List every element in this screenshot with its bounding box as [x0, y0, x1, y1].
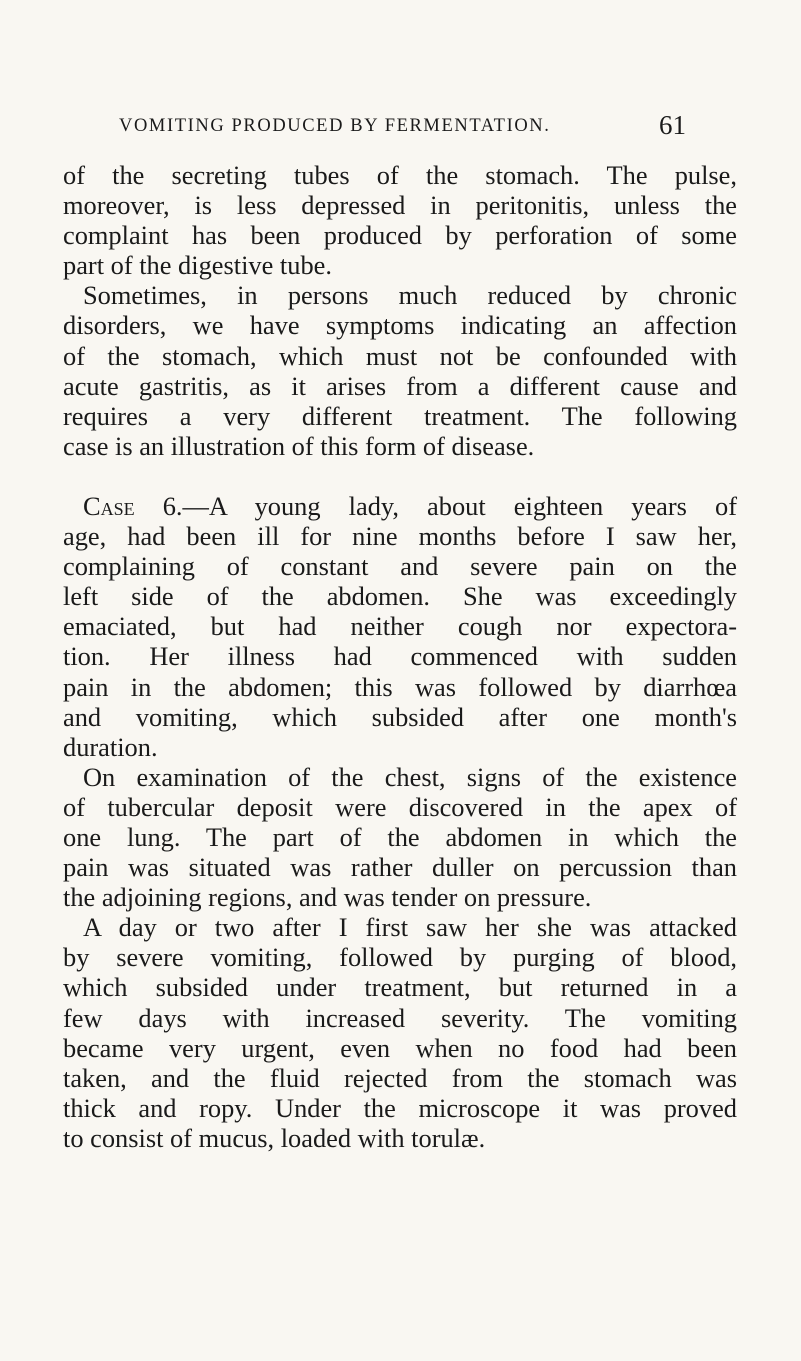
text-line: one lung. The part of the abdomen in which the [63, 821, 737, 852]
text-line: the adjoining regions, and was tender on pressure. [63, 882, 592, 913]
text-line: Sometimes, in persons much reduced by chronic [83, 280, 737, 311]
page-number: 61 [659, 110, 686, 140]
paragraph-case-6 [63, 491, 737, 762]
text-line: of the stomach, which must not be confounded with [63, 340, 737, 371]
text-line: few days with increased severity. The vomiting [63, 1002, 737, 1033]
body-text [63, 160, 737, 1153]
text-line: to consist of mucus, loaded with torulæ. [63, 1122, 486, 1153]
text-line: part of the digestive tube. [63, 250, 332, 281]
case-first-line: —A young lady, about eighteen years of [182, 490, 738, 521]
paragraph-vomiting [63, 912, 737, 1153]
text-line: requires a very different treatment. The following [63, 400, 737, 431]
text-line: age, had been ill for nine months before I saw her, [63, 521, 737, 552]
text-line: taken, and the fluid rejected from the stomach was [63, 1062, 737, 1093]
text-line: pain in the abdomen; this was followed by diarrhœa [63, 671, 737, 702]
text-line: duration. [63, 731, 158, 762]
running-head [0, 110, 801, 146]
text-line: left side of the abdomen. She was exceedingly [63, 581, 737, 612]
case-label: Case 6. [83, 490, 183, 521]
text-line: disorders, we have symptoms indicating an affection [63, 310, 737, 341]
paragraph-chronic-disorders [63, 280, 737, 461]
text-line: pain was situated was rather duller on percussion than [63, 852, 737, 883]
text-line: case is an illustration of this form of disease. [63, 430, 535, 461]
text-line: of tubercular deposit were discovered in the apex of [63, 791, 737, 822]
text-line: moreover, is less depressed in peritonitis, unless the [63, 190, 737, 221]
text-line: by severe vomiting, followed by purging of blood, [63, 942, 737, 973]
paragraph-examination [63, 762, 737, 912]
text-line: A day or two after I first saw her she was attacked [83, 912, 737, 943]
text-line: tion. Her illness had commenced with sudden [63, 641, 737, 672]
text-line: which subsided under treatment, but returned in a [63, 972, 737, 1003]
text-line: complaining of constant and severe pain on the [63, 551, 737, 582]
text-line [63, 491, 737, 521]
text-line: acute gastritis, as it arises from a different cause and [63, 370, 737, 401]
text-line: thick and ropy. Under the microscope it was proved [63, 1092, 737, 1123]
paragraph-gap [63, 461, 737, 491]
text-line: of the secreting tubes of the stomach. The pulse, [63, 160, 737, 190]
running-title: VOMITING PRODUCED BY FERMENTATION. [119, 116, 551, 136]
paragraph-continuation [63, 160, 737, 280]
text-line: emaciated, but had neither cough nor expectora- [63, 611, 737, 642]
text-line: became very urgent, even when no food had been [63, 1032, 737, 1063]
text-line: On examination of the chest, signs of the existence [83, 761, 737, 792]
text-line: and vomiting, which subsided after one month's [63, 701, 737, 732]
text-line: complaint has been produced by perforation of some [63, 220, 737, 251]
